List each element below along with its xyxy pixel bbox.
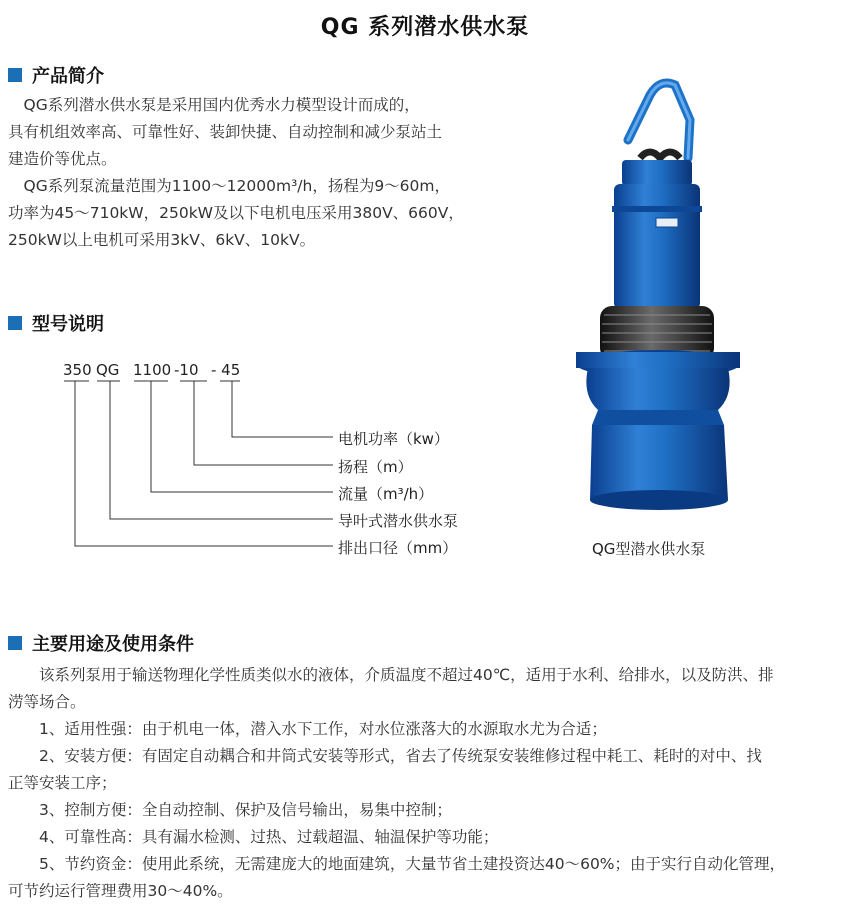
pump-caption: QG型潜水供水泵 xyxy=(592,540,706,558)
intro-line: 250kW以上电机可采用3kV、6kV、10kV。 xyxy=(8,231,316,249)
label-flow: 流量（m³/h） xyxy=(338,485,434,503)
usage-line: 可节约运行管理费用30～40%。 xyxy=(8,882,233,900)
usage-line: 3、控制方便：全自动控制、保护及信号输出，易集中控制； xyxy=(8,801,452,819)
intro-line: 具有机组效率高、可靠性好、装卸快捷、自动控制和减少泵站土 xyxy=(8,123,443,141)
page-title: QG 系列潜水供水泵 xyxy=(320,15,530,40)
section-heading-text: 主要用途及使用条件 xyxy=(32,634,194,655)
code-part-power: - 45 xyxy=(211,361,241,379)
usage-line: 2、安装方便：有固定自动耦合和井筒式安装等形式，省去了传统泵安装维修过程中耗工、耗时的对中、找 xyxy=(8,747,762,765)
label-outlet-diameter: 排出口径（mm） xyxy=(338,539,458,557)
code-part-flow: 1100 xyxy=(133,361,172,379)
intro-line: QG系列潜水供水泵是采用国内优秀水力模型设计而成的， xyxy=(8,96,420,114)
section-heading-text: 型号说明 xyxy=(32,314,104,335)
label-motor-power: 电机功率（kw） xyxy=(338,430,449,448)
intro-line: QG系列泵流量范围为1100～12000m³/h，扬程为9～60m， xyxy=(8,177,451,195)
usage-line: 该系列泵用于输送物理化学性质类似水的液体，介质温度不超过40℃，适用于水利、给排水，以及防洪、排 xyxy=(8,666,774,684)
square-bullet-icon xyxy=(8,636,22,650)
code-part-diameter: 350 xyxy=(63,361,92,379)
code-part-head: -10 xyxy=(174,361,199,379)
usage-line: 4、可靠性高：具有漏水检测、过热、过载超温、轴温保护等功能； xyxy=(8,828,499,846)
label-pump-type: 导叶式潜水供水泵 xyxy=(338,512,459,530)
code-part-type: QG xyxy=(96,361,120,379)
usage-paragraph xyxy=(8,662,846,905)
section-heading-text: 产品简介 xyxy=(32,66,104,87)
intro-line: 功率为45～710kW，250kW及以下电机电压采用380V、660V， xyxy=(8,204,464,222)
usage-line: 5、节约资金：使用此系统，无需建庞大的地面建筑，大量节省土建投资达40～60%；由于实行自动化管理， xyxy=(8,855,786,873)
label-head: 扬程（m） xyxy=(338,458,413,476)
intro-line: 建造价等优点。 xyxy=(8,150,117,168)
usage-line: 1、适用性强：由于机电一体，潜入水下工作，对水位涨落大的水源取水尤为合适； xyxy=(8,720,607,738)
section-heading-usage xyxy=(8,630,194,656)
usage-line: 正等安装工序； xyxy=(8,774,117,792)
usage-line: 涝等场合。 xyxy=(8,693,86,711)
